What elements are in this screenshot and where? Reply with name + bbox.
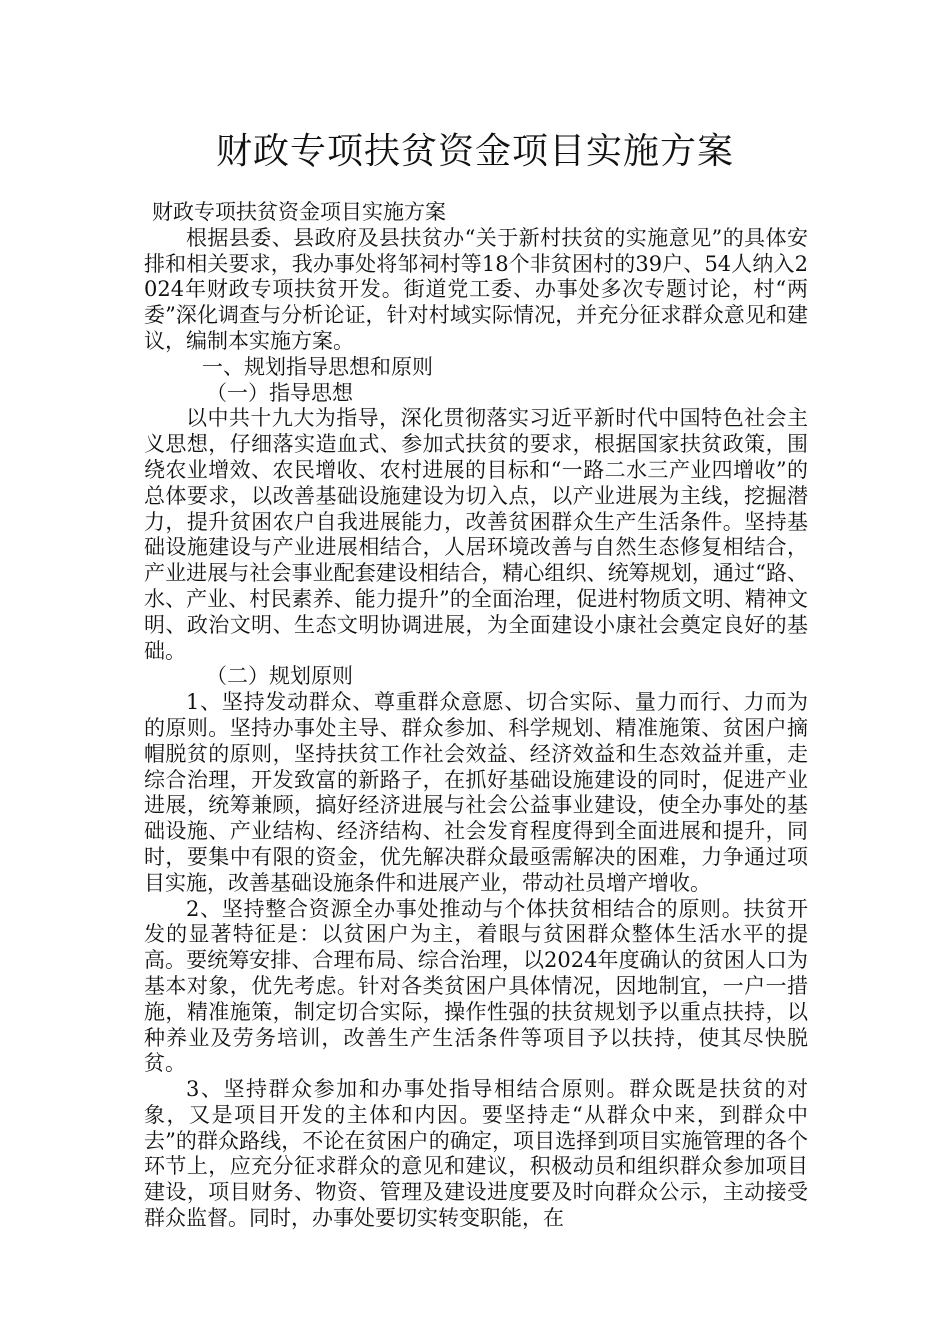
paragraph-guiding-thought: 以中共十九大为指导，深化贯彻落实习近平新时代中国特色社会主义思想，仔细落实造血式、参加式扶贫的要求，根据国家扶贫政策，围绕农业增效、农民增收、农村进展的目标和“一路二水三产业四增收”的总体要求，以改善基础设施建设为切入点，以产业进展为主线，挖掘潜力，提升贫困农户自我进展能力，改善贫困群众生产生活条件。坚持基础设施建设与产业进展相结合，人居环境改善与自然生态修复相结合，产业进展与社会事业配套建设相结合，精心组织、统筹规划，通过“路、水、产业、村民素养、能力提升”的全面治理，促进村物质文明、精神文明、政治文明、生态文明协调进展，为全面建设小康社会奠定良好的基础。 — [144, 406, 808, 663]
document-subtitle: 财政专项扶贫资金项目实施方案 — [152, 200, 446, 224]
document-title: 财政专项扶贫资金项目实施方案 — [215, 131, 734, 172]
paragraph-principle-1: 1、坚持发动群众、尊重群众意愿、切合实际、量力而行、力而为的原则。坚持办事处主导、群众参加、科学规划、精准施策、贫困户摘帽脱贫的原则，坚持扶贫工作社会效益、经济效益和生态效益并重，走综合治理，开发致富的新路子，在抓好基础设施建设的同时，促进产业进展，统筹兼顾，搞好经济进展与社会公益事业建设，使全办事处的基础设施、产业结构、经济结构、社会发育程度得到全面进展和提升，同时，要集中有限的资金，优先解决群众最亟需解决的困难，力争通过项目实施，改善基础设施条件和进展产业，带动社员增产增收。 — [144, 690, 808, 895]
paragraph-intro: 根据县委、县政府及县扶贫办“关于新村扶贫的实施意见”的具体安排和相关要求，我办事处将邹祠村等18个非贫困村的39户、54人纳入2024年财政专项扶贫开发。街道党工委、办事处多次专题讨论，村“两委”深化调查与分析论证，针对村域实际情况，并充分征求群众意见和建议，编制本实施方案。 — [144, 225, 808, 353]
subsection-heading-guiding-thought: （一）指导思想 — [206, 380, 353, 405]
document-body — [144, 200, 808, 1232]
paragraph-principle-3: 3、坚持群众参加和办事处指导相结合原则。群众既是扶贫的对象，又是项目开发的主体和内因。要坚持走“从群众中来，到群众中去”的群众路线，不论在贫困户的确定，项目选择到项目实施管理的各个环节上，应充分征求群众的意见和建议，积极动员和组织群众参加项目建设，项目财务、物资、管理及建设进度要及时向群众公示，主动接受群众监督。同时，办事处要切实转变职能，在 — [144, 1077, 808, 1231]
subsection-heading-planning-principles: （二）规划原则 — [206, 664, 353, 689]
section-heading-1: 一、规划指导思想和原则 — [202, 354, 433, 379]
paragraph-principle-2: 2、坚持整合资源全办事处推动与个体扶贫相结合的原则。扶贫开发的显著特征是：以贫困户为主，着眼与贫困群众整体生活水平的提高。要统筹安排、合理布局、综合治理，以2024年度确认的贫困人口为基本对象，优先考虑。针对各类贫困户具体情况，因地制宜，一户一措施，精准施策，制定切合实际，操作性强的扶贫规划予以重点扶持，以种养业及劳务培训，改善生产生活条件等项目予以扶持，使其尽快脱贫。 — [144, 896, 808, 1076]
